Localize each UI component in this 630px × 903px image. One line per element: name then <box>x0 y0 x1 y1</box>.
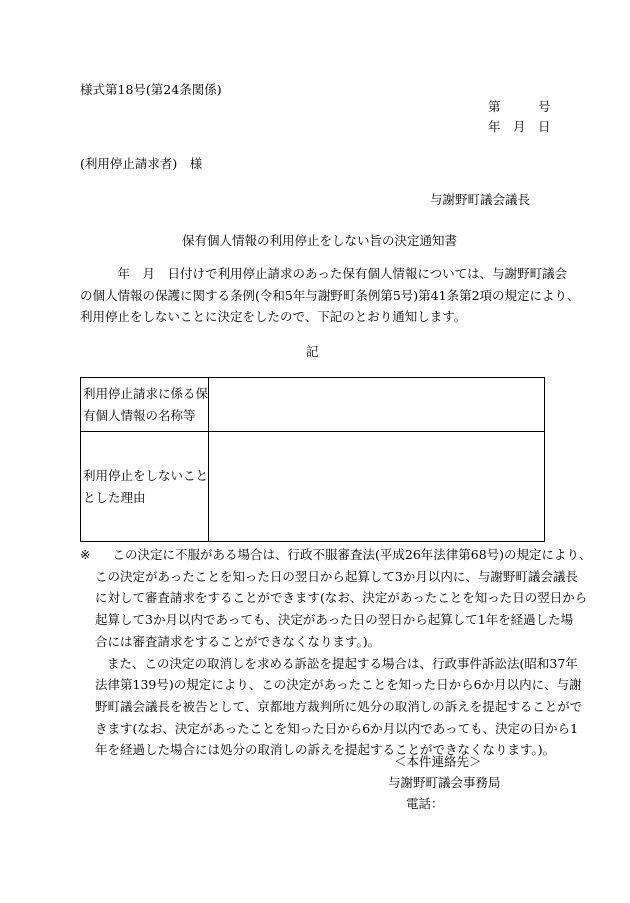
notes-section <box>80 544 592 761</box>
note-line: に対して審査請求をすることができます(なお、決定があったことを知った日の翌日から <box>95 590 588 606</box>
document-number-label: 第 号 <box>488 99 551 114</box>
label-line: 利用停止をしないこと <box>83 467 209 483</box>
body-paragraph <box>80 263 580 328</box>
contact-office: 与謝野町議会事務局 <box>388 775 501 790</box>
label-line: 有個人情報の名称等 <box>83 407 196 423</box>
ki-heading: 記 <box>306 344 319 359</box>
note-line: この決定があったことを知った日の翌日から起算して3か月以内に、与謝野町議会議長 <box>95 568 578 584</box>
label-line: とした理由 <box>83 489 146 505</box>
date-label: 年 月 日 <box>488 119 551 134</box>
note-line: 法律第139号)の規定により、この決定があったことを知った日から6か月以内に、与謝 <box>95 677 582 693</box>
table-label-cell <box>81 378 209 432</box>
table-value-cell <box>209 432 545 542</box>
form-number: 様式第18号(第24条関係) <box>80 82 222 97</box>
note-line: また、この決定の取消しを求める訴訟を提起する場合は、行政事件訴訟法(昭和37年 <box>107 655 578 671</box>
note-mark: ※ <box>80 547 91 562</box>
body-line: 年 月 日付けで利用停止請求のあった保有個人情報については、与謝野町議会 <box>80 266 568 281</box>
note-line: 起算して3か月以内であっても、決定があった日の翌日から起算して1年を経過した場 <box>95 612 574 628</box>
body-line: の個人情報の保護に関する条例(令和5年与謝野町条例第5号)第41条第2項の規定により、 <box>80 287 580 303</box>
note-line: ※ この決定に不服がある場合は、行政不服審査法(平成26年法律第68号)の規定により、 <box>80 547 592 562</box>
note-line: きます(なお、決定があったことを知った日から6か月以内であっても、決定の日から1 <box>95 720 579 736</box>
decision-table <box>80 377 545 542</box>
note-line: 野町議会議長を被告として、京都地方裁判所に処分の取消しの訴えを提起することがで <box>95 698 583 714</box>
body-line: 利用停止をしないことに決定をしたので、下記のとおり通知します。 <box>80 309 467 324</box>
table-row <box>81 378 545 432</box>
issuer: 与謝野町議会議長 <box>430 192 531 207</box>
note-line: 合には審査請求をすることができなくなります。)。 <box>95 633 381 649</box>
table-row <box>81 432 545 542</box>
label-line: 利用停止請求に係る保 <box>83 385 209 401</box>
contact-heading: ＜本件連絡先＞ <box>394 754 482 769</box>
document-title: 保有個人情報の利用停止をしない旨の決定通知書 <box>182 233 458 248</box>
addressee: (利用停止請求者) 様 <box>80 156 203 171</box>
table-label-cell <box>81 432 209 542</box>
table-value-cell <box>209 378 545 432</box>
contact-block <box>388 751 501 814</box>
contact-phone: 電話： <box>406 796 444 811</box>
note-line: 年を経過した場合には処分の取消しの訴えを提起することができなくなります。)。 <box>95 742 556 758</box>
